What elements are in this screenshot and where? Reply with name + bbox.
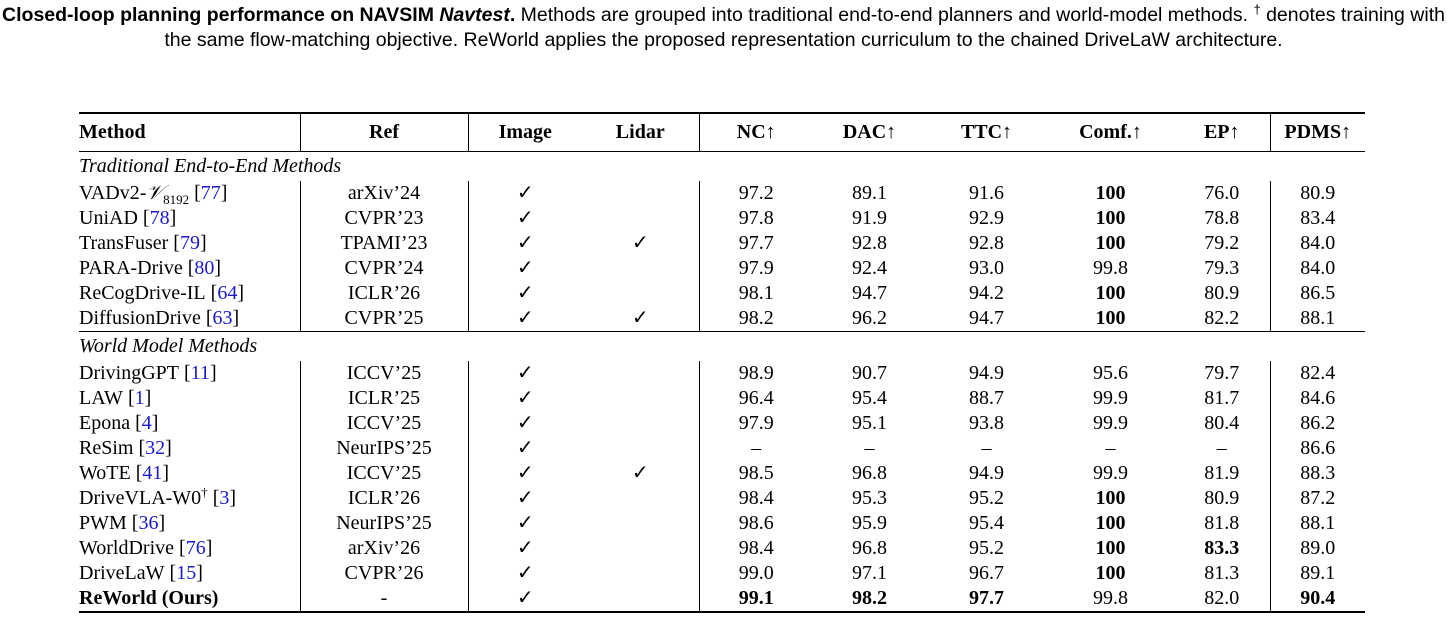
cell-ref: TPAMI’23: [300, 231, 468, 256]
cell-method: WoTE [41]: [79, 461, 300, 486]
cell-image: ✓: [516, 181, 534, 204]
cell-ttc: 94.2: [969, 281, 1004, 304]
cell-ep: 81.9: [1174, 461, 1270, 486]
cell-ttc: 96.7: [969, 561, 1004, 584]
cell-ttc: 93.8: [969, 411, 1004, 434]
cell-comf: 99.9: [1093, 386, 1128, 409]
citation-link[interactable]: 64: [217, 281, 238, 304]
header-ttc: TTC↑: [926, 113, 1047, 151]
header-method: Method: [79, 113, 300, 151]
cell-ttc: 95.4: [969, 511, 1004, 534]
caption-bold-italic: Navtest: [439, 4, 510, 26]
cell-nc: –: [751, 436, 762, 459]
method-name: PWM: [79, 511, 127, 534]
citation-link[interactable]: 80: [194, 256, 215, 279]
cell-comf: 100: [1095, 206, 1126, 229]
table-row: [79, 361, 1365, 386]
table-row: [79, 561, 1365, 586]
header-ref: Ref: [300, 113, 468, 151]
cell-ref: CVPR’25: [300, 306, 468, 332]
cell-lidar: ✓: [582, 231, 699, 256]
cell-dac: 96.8: [852, 461, 887, 484]
cell-method: DiffusionDrive [63]: [79, 306, 300, 332]
method-name: LAW: [79, 386, 123, 409]
cell-pdms: 86.2: [1300, 411, 1336, 434]
cell-image: ✓: [516, 411, 534, 434]
cell-ttc: 95.2: [969, 536, 1004, 559]
cell-nc: 98.1: [738, 281, 774, 304]
cell-image: ✓: [516, 361, 534, 384]
cell-dac: 96.2: [852, 306, 887, 329]
caption-text-2: denotes training with the same flow-matching objective. ReWorld applies the proposed representation curriculum to the chained DriveLaW architecture.: [164, 4, 1445, 51]
cell-ep: 81.3: [1174, 561, 1270, 586]
cell-method: PWM [36]: [79, 511, 300, 536]
table-row: [79, 181, 1365, 206]
table-row: [79, 281, 1365, 306]
cell-comf: 99.9: [1093, 461, 1128, 484]
cell-ep: 82.2: [1174, 306, 1270, 332]
cell-method: DrivingGPT [11]: [79, 361, 300, 386]
cell-comf: 99.9: [1093, 411, 1128, 434]
cell-method: Epona [4]: [79, 411, 300, 436]
table-row: [79, 536, 1365, 561]
cell-ref: CVPR’24: [300, 256, 468, 281]
method-name: WoTE: [79, 461, 131, 484]
citation-link[interactable]: 41: [142, 461, 163, 484]
cell-ref: CVPR’23: [300, 206, 468, 231]
cell-image: ✓: [516, 206, 534, 229]
cell-image: ✓: [516, 511, 534, 534]
cell-ep: 83.3: [1174, 536, 1270, 561]
cell-image: ✓: [516, 536, 534, 559]
caption-dagger: †: [1253, 2, 1261, 17]
cell-ref: ICLR’25: [300, 386, 468, 411]
cell-ep: 82.0: [1174, 586, 1270, 612]
header-nc: NC↑: [699, 113, 813, 151]
citation-link[interactable]: 32: [145, 436, 166, 459]
cell-ttc: 92.8: [969, 231, 1004, 254]
cell-ttc: 93.0: [969, 256, 1004, 279]
cell-nc: 96.4: [738, 386, 774, 409]
cell-nc: 98.9: [738, 361, 774, 384]
cell-method: VADv2-𝒱$_{8192}$ [77]: [79, 181, 300, 206]
cell-comf: 100: [1095, 511, 1126, 534]
cell-lidar: ✓: [582, 461, 699, 486]
cell-pdms: 90.4: [1270, 586, 1365, 612]
table-row: [79, 436, 1365, 461]
cell-comf: –: [1105, 436, 1116, 459]
table-row: [79, 231, 1365, 256]
method-name: UniAD: [79, 206, 138, 229]
table-body: [79, 151, 1365, 612]
citation-link[interactable]: 63: [212, 306, 233, 329]
cell-method: TransFuser [79]: [79, 231, 300, 256]
cell-ref: CVPR’26: [300, 561, 468, 586]
cell-lidar: [582, 486, 699, 511]
cell-dac: 90.7: [852, 361, 887, 384]
cell-ep: 76.0: [1174, 181, 1270, 206]
method-name: PARA-Drive: [79, 256, 183, 279]
caption-bold-end: .: [509, 4, 516, 26]
cell-comf: 100: [1095, 306, 1126, 329]
table-row: [79, 386, 1365, 411]
cell-nc: 99.1: [699, 586, 813, 612]
cell-image: ✓: [516, 306, 534, 329]
cell-comf: 100: [1095, 536, 1126, 559]
cell-pdms: 89.1: [1300, 561, 1336, 584]
cell-dac: 94.7: [852, 281, 887, 304]
citation-link[interactable]: 36: [138, 511, 159, 534]
citation-link[interactable]: 4: [141, 411, 152, 434]
cell-ref: ICLR’26: [300, 281, 468, 306]
cell-pdms: 84.6: [1300, 386, 1336, 409]
cell-dac: 95.3: [852, 486, 887, 509]
cell-lidar: [582, 361, 699, 386]
cell-ref: NeurIPS’25: [300, 436, 468, 461]
cell-ref: arXiv’24: [300, 181, 468, 206]
cell-pdms: 86.6: [1300, 436, 1336, 459]
cell-comf: 95.6: [1093, 361, 1128, 384]
cell-lidar: [582, 561, 699, 586]
citation-link[interactable]: 3: [219, 486, 230, 509]
cell-pdms: 83.4: [1300, 206, 1336, 229]
cell-pdms: 89.0: [1300, 536, 1336, 559]
header-pdms: PDMS↑: [1270, 113, 1365, 151]
cell-dac: 95.4: [852, 386, 887, 409]
citation-link[interactable]: 15: [176, 561, 197, 584]
cell-ep: 81.7: [1174, 386, 1270, 411]
cell-pdms: 86.5: [1300, 281, 1336, 304]
cell-dac: 95.1: [852, 411, 887, 434]
header-lidar: Lidar: [582, 113, 699, 151]
cell-lidar: [582, 281, 699, 306]
cell-ref: ICCV’25: [300, 361, 468, 386]
cell-ep: –: [1174, 436, 1270, 461]
method-name: TransFuser: [79, 231, 169, 254]
citation-link[interactable]: 76: [185, 536, 206, 559]
cell-image: ✓: [516, 436, 534, 459]
cell-method: [79, 586, 300, 612]
table-caption: [0, 3, 1447, 53]
cell-image: ✓: [516, 486, 534, 509]
cell-image: ✓: [468, 586, 582, 612]
method-name: DiffusionDrive: [79, 306, 201, 329]
cell-image: ✓: [516, 281, 534, 304]
cell-method: WorldDrive [76]: [79, 536, 300, 561]
cell-ep: 78.8: [1174, 206, 1270, 231]
cell-lidar: [582, 181, 699, 206]
cell-comf: 100: [1095, 231, 1126, 254]
table-row: [79, 486, 1365, 511]
table-row: [79, 306, 1365, 332]
method-name: VADv2-: [79, 181, 147, 204]
cell-ep: 79.7: [1174, 361, 1270, 386]
cell-dac: 91.9: [852, 206, 887, 229]
table-row: [79, 586, 1365, 612]
cell-pdms: 84.0: [1300, 256, 1336, 279]
cell-ep: 80.9: [1174, 486, 1270, 511]
cell-method: DriveVLA-W0† [3]: [79, 486, 300, 511]
cell-comf: 100: [1095, 181, 1126, 204]
cell-dac: 92.8: [852, 231, 887, 254]
header-ep: EP↑: [1174, 113, 1270, 151]
cell-method: DriveLaW [15]: [79, 561, 300, 586]
header-row: [79, 113, 1365, 151]
cell-method: PARA-Drive [80]: [79, 256, 300, 281]
cell-ref: NeurIPS’25: [300, 511, 468, 536]
cell-nc: 97.2: [738, 181, 774, 204]
cell-dac: –: [864, 436, 875, 459]
cell-nc: 97.7: [738, 231, 774, 254]
cell-nc: 98.4: [738, 536, 774, 559]
cell-ttc: 95.2: [969, 486, 1004, 509]
cell-lidar: [582, 511, 699, 536]
cell-nc: 98.4: [738, 486, 774, 509]
cell-ref: arXiv’26: [300, 536, 468, 561]
header-dac: DAC↑: [813, 113, 926, 151]
cell-pdms: 88.1: [1300, 511, 1336, 534]
table-row: [79, 461, 1365, 486]
cell-image: ✓: [516, 461, 534, 484]
cell-image: ✓: [516, 256, 534, 279]
cell-ref: ICCV’25: [300, 461, 468, 486]
cell-ttc: 91.6: [969, 181, 1004, 204]
cell-dac: 97.1: [852, 561, 887, 584]
citation-link[interactable]: 11: [190, 361, 210, 384]
cell-comf: 100: [1095, 281, 1126, 304]
cell-comf: 99.8: [1093, 256, 1128, 279]
cell-ep: 80.4: [1174, 411, 1270, 436]
group-title: Traditional End-to-End Methods: [79, 151, 1365, 181]
cell-method: LAW [1]: [79, 386, 300, 411]
cell-ttc: 94.9: [969, 461, 1004, 484]
cell-pdms: 87.2: [1300, 486, 1336, 509]
cell-nc: 98.5: [738, 461, 774, 484]
group-title: World Model Methods: [79, 331, 1365, 361]
cell-lidar: [582, 586, 699, 612]
table-row: [79, 206, 1365, 231]
cell-lidar: [582, 256, 699, 281]
cell-image: ✓: [516, 231, 534, 254]
cell-pdms: 88.1: [1300, 306, 1336, 329]
method-name: Epona: [79, 411, 131, 434]
citation-link[interactable]: 1: [134, 386, 145, 409]
cell-ttc: –: [981, 436, 992, 459]
method-name: WorldDrive: [79, 536, 175, 559]
cell-ref: ICLR’26: [300, 486, 468, 511]
cell-dac: 98.2: [813, 586, 926, 612]
cell-nc: 99.0: [738, 561, 774, 584]
cell-ttc: 94.7: [969, 306, 1004, 329]
cell-method: UniAD [78]: [79, 206, 300, 231]
cell-lidar: [582, 436, 699, 461]
group-header-row: [79, 331, 1365, 361]
cell-ep: 80.9: [1174, 281, 1270, 306]
cell-ep: 79.2: [1174, 231, 1270, 256]
method-name: ReWorld (Ours): [79, 586, 219, 609]
cell-image: ✓: [516, 386, 534, 409]
cell-dac: 96.8: [852, 536, 887, 559]
method-name: DriveLaW: [79, 561, 165, 584]
cell-pdms: 88.3: [1300, 461, 1336, 484]
cell-nc: 97.9: [738, 411, 774, 434]
caption-text-1: Methods are grouped into traditional end-to-end planners and world-model methods.: [515, 4, 1254, 26]
citation-link[interactable]: 77: [200, 181, 221, 204]
cell-nc: 97.8: [738, 206, 774, 229]
caption-bold-lead: Closed-loop planning performance on NAVSIM: [2, 4, 440, 26]
method-name-subscript: 8192: [163, 191, 190, 207]
group-header-row: [79, 151, 1365, 181]
cell-method: ReSim [32]: [79, 436, 300, 461]
results-table: [79, 112, 1365, 613]
method-name: ReSim: [79, 436, 134, 459]
cell-lidar: [582, 206, 699, 231]
cell-ttc: 92.9: [969, 206, 1004, 229]
header-image: Image: [468, 113, 582, 151]
method-name: ReCogDrive-IL: [79, 281, 206, 304]
cell-ttc: 88.7: [969, 386, 1004, 409]
method-name-dagger: †: [201, 483, 208, 499]
cell-ep: 79.3: [1174, 256, 1270, 281]
cell-lidar: ✓: [582, 306, 699, 332]
cell-ref: -: [300, 586, 468, 612]
cell-dac: 92.4: [852, 256, 887, 279]
cell-comf: 99.8: [1047, 586, 1174, 612]
cell-pdms: 82.4: [1300, 361, 1336, 384]
cell-pdms: 80.9: [1300, 181, 1336, 204]
cell-pdms: 84.0: [1300, 231, 1336, 254]
cell-comf: 100: [1095, 486, 1126, 509]
cell-nc: 98.6: [738, 511, 774, 534]
method-name: DrivingGPT: [79, 361, 179, 384]
cell-ttc: 94.9: [969, 361, 1004, 384]
table-row: [79, 411, 1365, 436]
method-name-script: 𝒱: [146, 181, 164, 204]
cell-image: ✓: [516, 561, 534, 584]
cell-dac: 95.9: [852, 511, 887, 534]
method-name: DriveVLA-W0: [79, 486, 202, 509]
citation-link[interactable]: 79: [179, 231, 200, 254]
cell-lidar: [582, 411, 699, 436]
cell-ep: 81.8: [1174, 511, 1270, 536]
cell-nc: 98.2: [738, 306, 774, 329]
cell-ttc: 97.7: [926, 586, 1047, 612]
cell-lidar: [582, 386, 699, 411]
cell-dac: 89.1: [852, 181, 887, 204]
table-row: [79, 256, 1365, 281]
cell-lidar: [582, 536, 699, 561]
citation-link[interactable]: 78: [149, 206, 170, 229]
cell-ref: ICCV’25: [300, 411, 468, 436]
cell-comf: 100: [1095, 561, 1126, 584]
table-row: [79, 511, 1365, 536]
cell-method: ReCogDrive-IL [64]: [79, 281, 300, 306]
header-comf: Comf.↑: [1047, 113, 1174, 151]
cell-nc: 97.9: [738, 256, 774, 279]
